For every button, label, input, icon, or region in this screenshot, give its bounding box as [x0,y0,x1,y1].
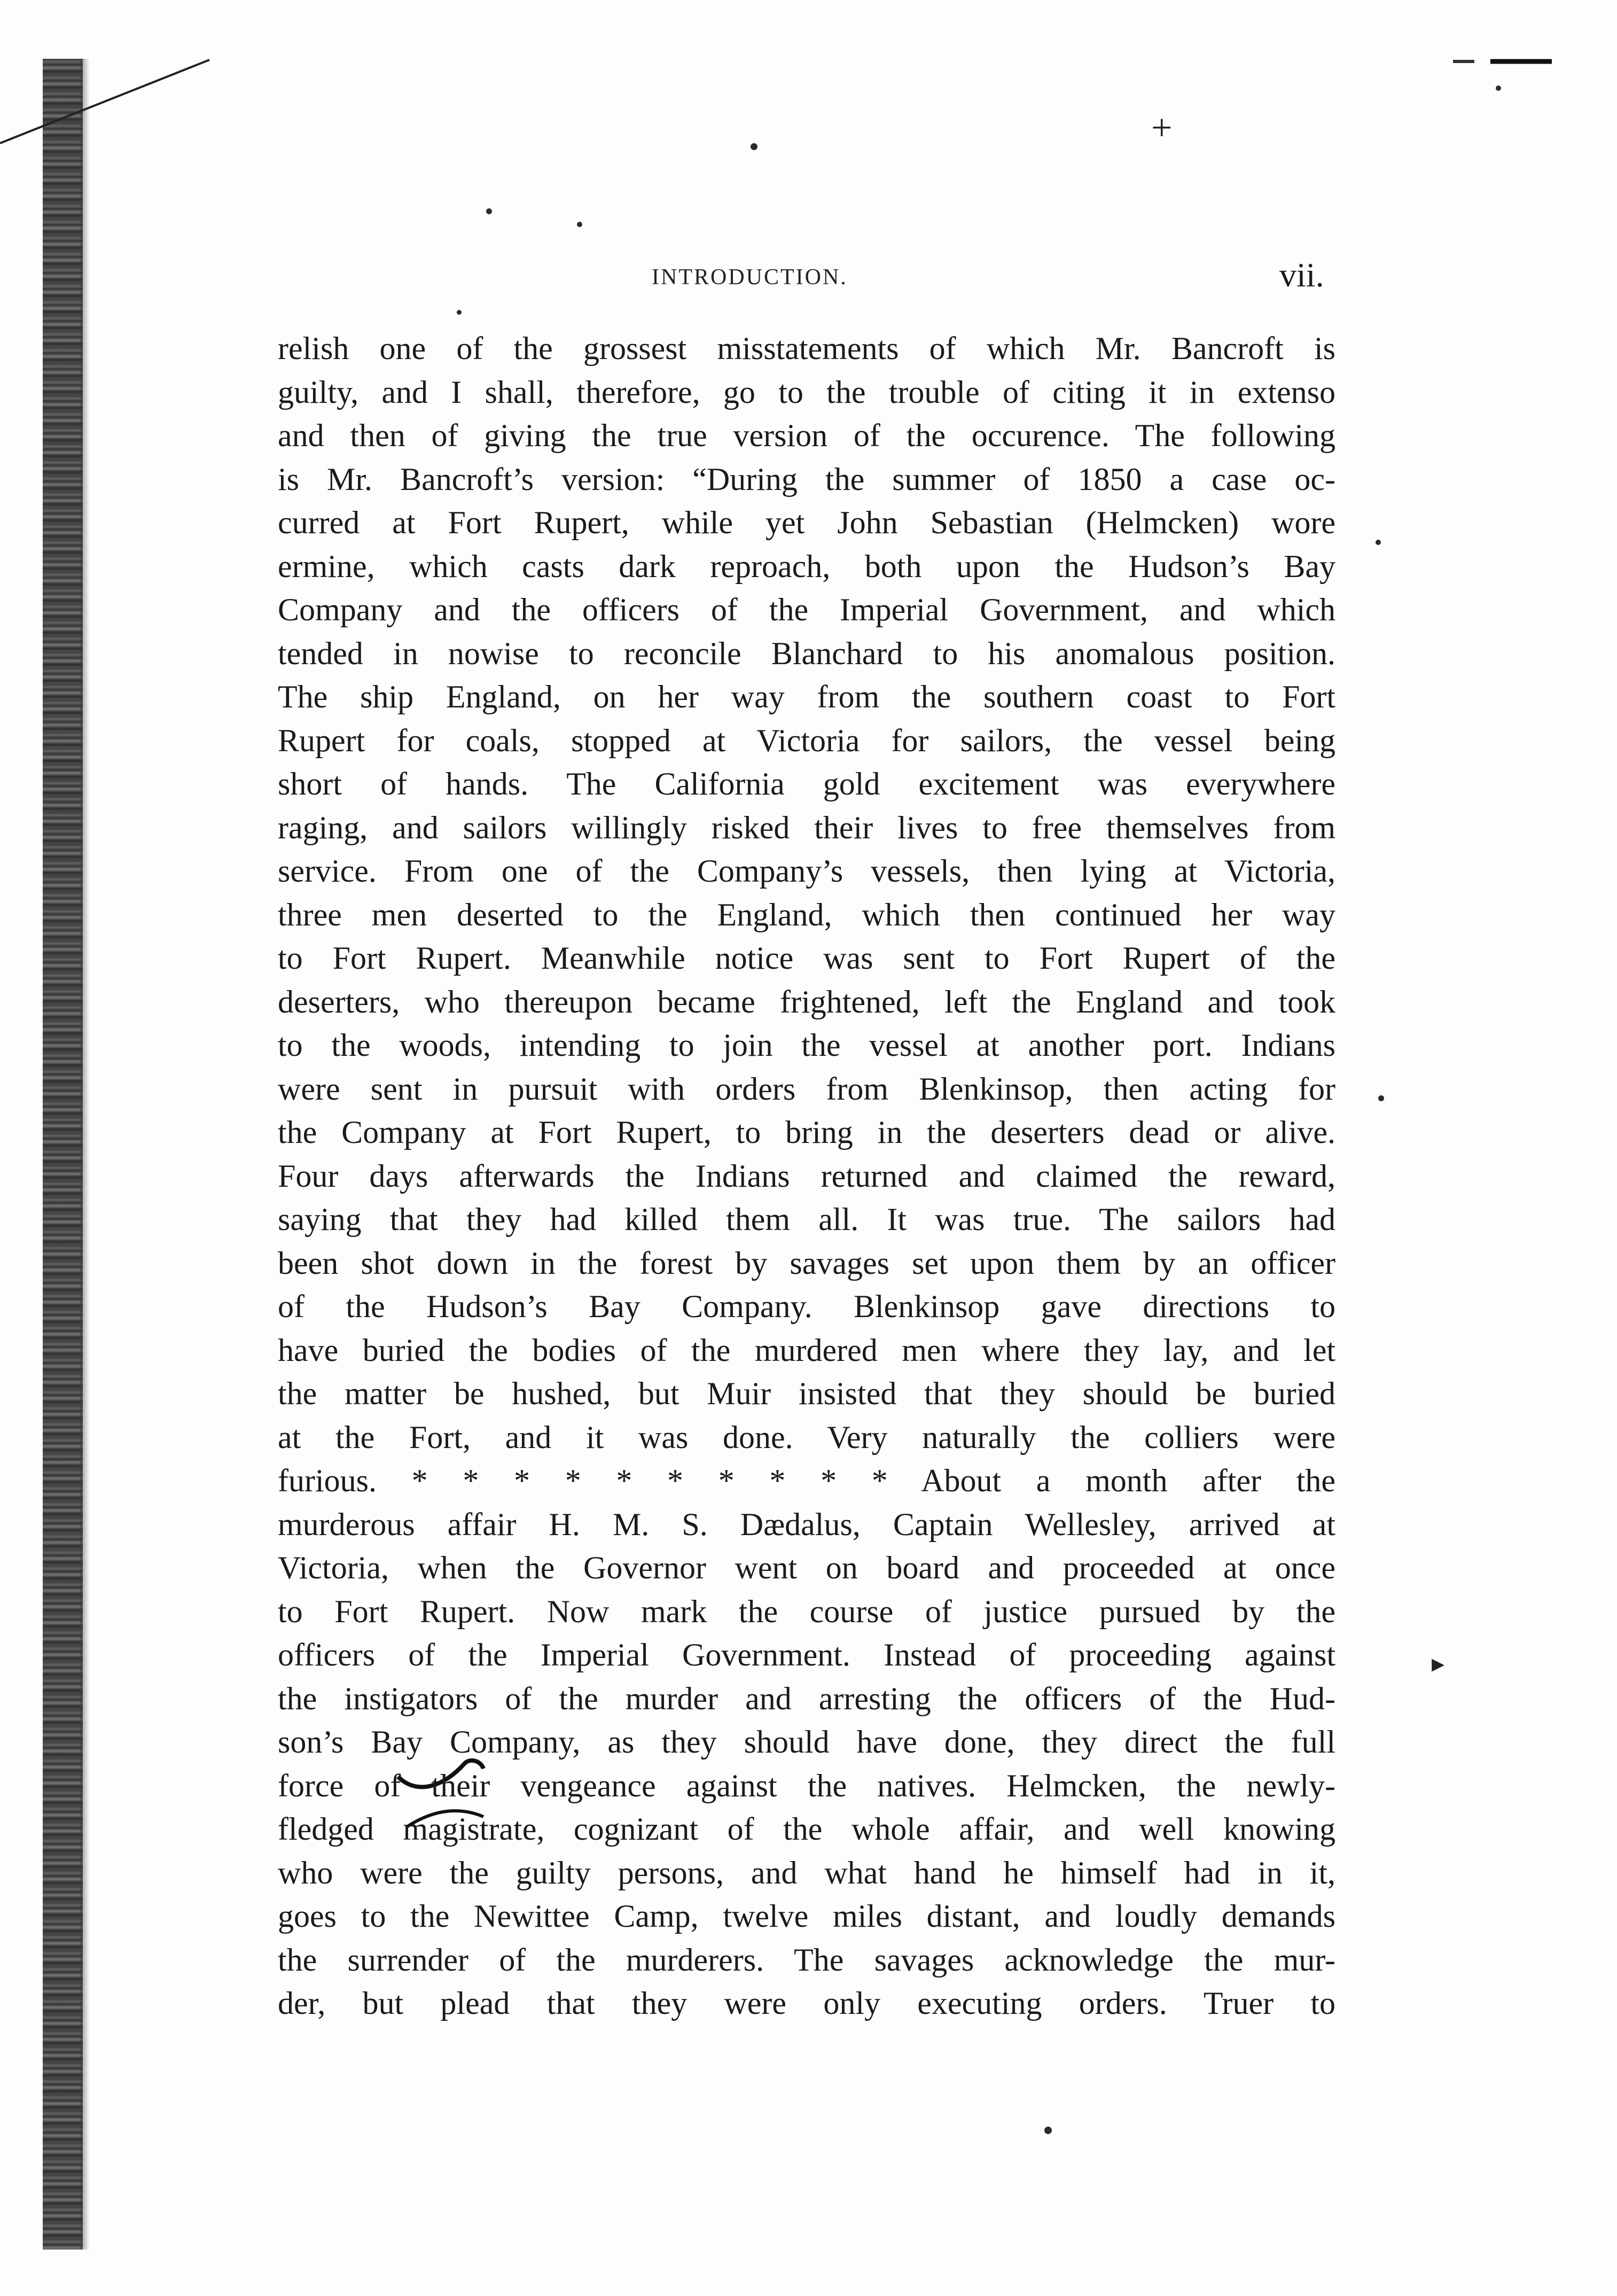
text-line: der, but plead that they were only executing orders. Truer to [278,1986,1335,2021]
text-line: have buried the bodies of the murdered men where they lay, and let [278,1332,1335,1368]
text-line: the instigators of the murder and arresting the officers of the Hud- [278,1680,1335,1716]
text-line: The ship England, on her way from the southern coast to Fort [278,679,1335,714]
ink-blot-icon: ▸ [1432,1649,1445,1678]
scan-speck [1044,2127,1052,2134]
text-line: to the woods, intending to join the vessel at another port. Indians [278,1028,1335,1063]
text-line: murderous affair H. M. S. Dædalus, Captain Wellesley, arrived at [278,1506,1335,1542]
text-line: Four days afterwards the Indians returned and claimed the reward, [278,1158,1335,1194]
text-line: were sent in pursuit with orders from Blenkinsop, then acting for [278,1071,1335,1107]
text-line: deserters, who thereupon became frightened, left the England and took [278,984,1335,1019]
text-line: the surrender of the murderers. The savages acknowledge the mur- [278,1942,1335,1978]
text-line: three men deserted to the England, which then continued her way [278,897,1335,932]
text-line: who were the guilty persons, and what hand he himself had in it, [278,1855,1335,1890]
text-line: Rupert for coals, stopped at Victoria for sailors, the vessel being [278,722,1335,758]
text-line: officers of the Imperial Government. Instead of proceeding against [278,1637,1335,1672]
scan-speck [751,143,757,150]
text-line: the Company at Fort Rupert, to bring in the deserters dead or alive. [278,1115,1335,1150]
text-line: son’s Bay Company, as they should have done, they direct the full [278,1724,1335,1760]
text-line: force of their vengeance against the natives. Helmcken, the newly- [278,1768,1335,1803]
running-head-title: INTRODUCTION. [652,265,848,290]
page-number: vii. [1279,256,1324,294]
text-line: to Fort Rupert. Meanwhile notice was sent to Fort Rupert of the [278,940,1335,976]
text-line: saying that they had killed them all. It was true. The sailors had [278,1202,1335,1237]
text-line: at the Fort, and it was done. Very naturally the colliers were [278,1419,1335,1455]
text-line: guilty, and I shall, therefore, go to the trouble of citing it in extenso [278,374,1335,410]
text-line: goes to the Newittee Camp, twelve miles distant, and loudly demands [278,1898,1335,1934]
text-line: service. From one of the Company’s vessels, then lying at Victoria, [278,853,1335,889]
scan-speck [486,208,492,214]
scan-speck [1378,1095,1384,1101]
text-line: and then of giving the true version of the occurence. The following [278,418,1335,453]
text-line: to Fort Rupert. Now mark the course of justice pursued by the [278,1593,1335,1629]
pen-stroke [0,60,209,143]
text-line: relish one of the grossest misstatements of which Mr. Bancroft is [278,331,1335,366]
text-line: Victoria, when the Governor went on board and proceeded at once [278,1550,1335,1585]
body-paragraph [278,327,1335,2026]
text-line: furious. * * * * * * * * * * About a month after the [278,1463,1335,1498]
text-line: short of hands. The California gold excitement was everywhere [278,766,1335,801]
text-line: tended in nowise to reconcile Blanchard to his anomalous position. [278,635,1335,671]
scan-speck [1496,85,1501,91]
scan-speck [577,222,582,227]
text-line: of the Hudson’s Bay Company. Blenkinsop gave directions to [278,1289,1335,1324]
text-line: been shot down in the forest by savages set upon them by an officer [278,1245,1335,1281]
scan-speck [1376,540,1381,545]
text-line: is Mr. Bancroft’s version: “During the summer of 1850 a case oc- [278,461,1335,497]
text-line: raging, and sailors willingly risked their lives to free themselves from [278,810,1335,845]
scan-speck [457,310,462,315]
text-line: ermine, which casts dark reproach, both upon the Hudson’s Bay [278,548,1335,584]
text-line: Company and the officers of the Imperial Government, and which [278,592,1335,627]
plus-mark-icon: + [1151,107,1173,149]
text-line: the matter be hushed, but Muir insisted that they should be buried [278,1376,1335,1411]
text-line: curred at Fort Rupert, while yet John Sebastian (Helmcken) wore [278,505,1335,540]
text-line: fledged magistrate, cognizant of the whole affair, and well knowing [278,1811,1335,1847]
